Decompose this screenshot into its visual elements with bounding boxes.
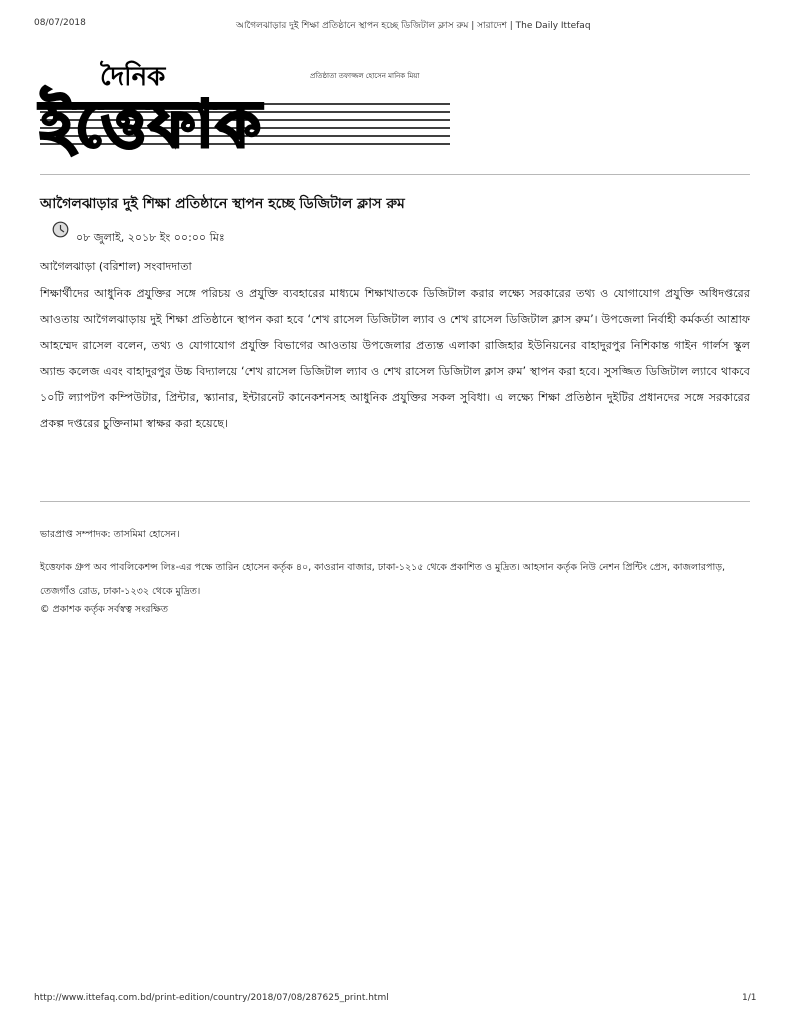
article-byline: আগৈলঝাড়া (বরিশাল) সংবাদদাতা: [40, 260, 192, 273]
footer-publisher: ইত্তেফাক গ্রুপ অব পাবলিকেশন্স লিঃ-এর পক্ষে তারিন হোসেন কর্তৃক ৪০, কাওরান বাজার, ঢাকা-১২১৫ থেকে প্রকাশিত ও মুদ্রিত। আহসান কর্তৃক নিউ নেশন প্রিন্টিং প্রেস, কাজলারপাড়, তেজগাঁও রোড, ঢাকা-১২৩২ থেকে মুদ্রিত।: [40, 562, 726, 597]
print-page-title: আগৈলঝাড়ার দুই শিক্ষা প্রতিষ্ঠানে স্থাপন হচ্ছে ডিজিটাল ক্লাস রুম | সারাদেশ | The Daily Ittefaq: [236, 21, 591, 31]
print-date: 08/07/2018: [34, 18, 86, 28]
divider: [40, 501, 750, 502]
article-body: শিক্ষার্থীদের আধুনিক প্রযুক্তির সঙ্গে পরিচয় ও প্রযুক্তি ব্যবহারের মাধ্যমে শিক্ষাখাতকে ডিজিটাল করার লক্ষ্যে সরকারের তথ্য ও যোগাযোগ প্রযুক্তি অধিদপ্তরের আওতায় আগৈলঝাড়ায় দুই শিক্ষা প্রতিষ্ঠানে স্থাপন করা হবে ‘শেখ রাসেল ডিজিটাল ল্যাব ও শেখ রাসেল ডিজিটাল ক্লাস রুম’। উপজেলা নির্বাহী কর্মকর্তা আশ্রাফ আহম্মেদ রাসেল বলেন, তথ্য ও যোগাযোগ প্রযুক্তি বিভাগের আওতায় উপজেলার প্রত্যন্ত এলাকা রাজিহার ইউনিয়নের বাহাদুরপুর নিশিকান্ত গাইন গার্লস স্কুল অ্যান্ড কলেজ এবং বাহাদুরপুর উচ্চ বিদ্যালয়ে ‘শেখ রাসেল ডিজিটাল ল্যাব ও শেখ রাসেল ডিজিটাল ক্লাস রুম’ স্থাপন করা হবে। সুসজ্জিত ডিজিটাল ল্যাবে থাকবে ১০টি ল্যাপটপ কম্পিউটার, প্রিন্টার, স্ক্যানার, ইন্টারনেট কানেকশনসহ আধুনিক প্রযুক্তির সকল সুবিধা। এ লক্ষ্যে শিক্ষা প্রতিষ্ঠান দুইটির প্রধানদের সঙ্গে সরকারের প্রকল্প দপ্তরের চুক্তিনামা স্বাক্ষর করা হয়েছে।: [40, 287, 750, 430]
logo-big-word: ইত্তেফাক: [40, 88, 263, 162]
footer-editor: ভারপ্রাপ্ত সম্পাদক: তাসমিমা হোসেন।: [40, 529, 180, 540]
article-headline: আগৈলঝাড়ার দুই শিক্ষা প্রতিষ্ঠানে স্থাপন হচ্ছে ডিজিটাল ক্লাস রুম: [40, 196, 405, 212]
divider: [40, 174, 750, 175]
logo-small-word: দৈনিক: [100, 62, 166, 92]
footer-copyright: © প্রকাশক কর্তৃক সর্বস্বত্ব সংরক্ষিত: [40, 604, 168, 615]
clock-icon: [52, 221, 69, 238]
article-date: ০৮ জুলাই, ২০১৮ ইং ০০:০০ মিঃ: [76, 231, 225, 244]
page-number: 1/1: [742, 993, 757, 1003]
print-url: http://www.ittefaq.com.bd/print-edition/country/2018/07/08/287625_print.html: [34, 993, 389, 1003]
masthead-tagline: প্রতিষ্ঠাতা তফাজ্জল হোসেন মানিক মিয়া: [310, 72, 420, 80]
